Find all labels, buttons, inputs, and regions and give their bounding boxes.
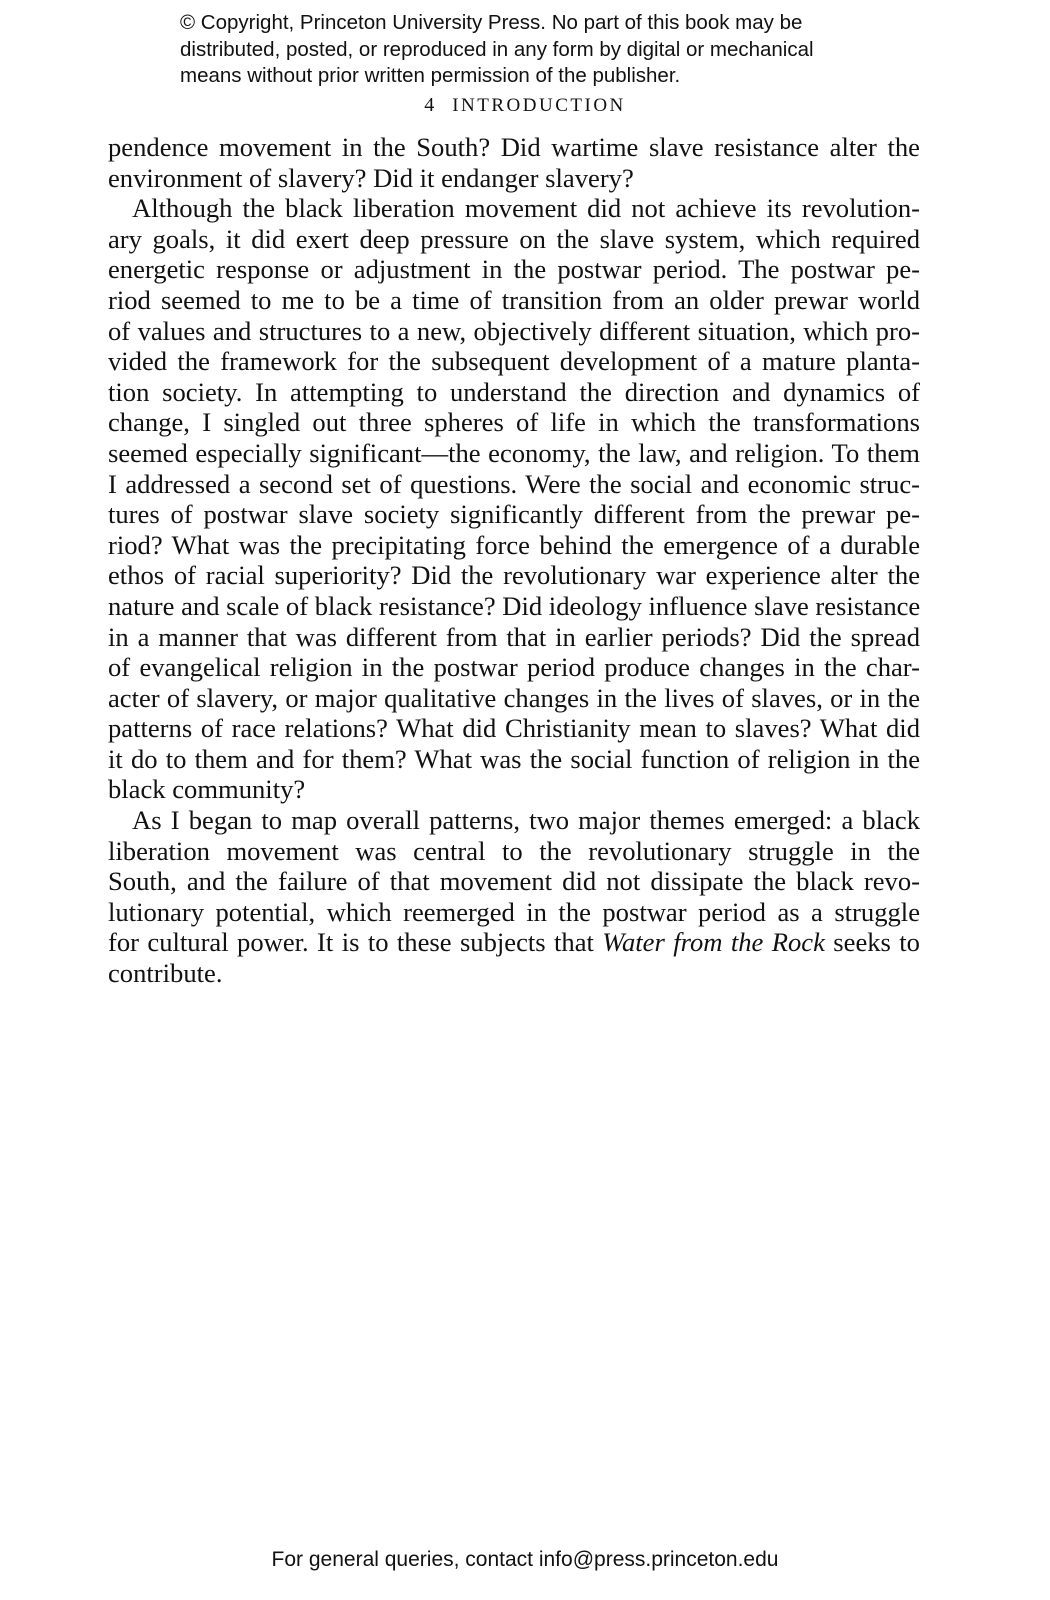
running-head [0, 94, 1050, 117]
text-line: tion society. In attempting to understand the direction and dynamics of [108, 376, 920, 407]
copyright-line: distributed, posted, or reproduced in any form by digital or mechanical [180, 37, 814, 61]
text-line: in a manner that was different from that in earlier periods? Did the spread [108, 621, 920, 652]
text-line: lutionary potential, which reemerged in the postwar period as a struggle [108, 896, 920, 927]
copyright-notice [180, 10, 900, 90]
text-line: ethos of racial superiority? Did the revolutionary war experience alter the [108, 560, 920, 591]
section-title: INTRODUCTION [452, 95, 626, 116]
text-line: riod? What was the precipitating force behind the emergence of a durable [108, 529, 920, 560]
copyright-line: © Copyright, Princeton University Press. No part of this book may be [180, 11, 803, 34]
text-line: black community? [108, 774, 306, 805]
text-line: liberation movement was central to the revolutionary struggle in the [108, 835, 920, 866]
paragraph [108, 132, 920, 193]
text-line: it do to them and for them? What was the social function of religion in the [108, 743, 920, 774]
text-fragment: for cultural power. It is to these subjects that [108, 927, 603, 958]
text-line: ary goals, it did exert deep pressure on the slave system, which required [108, 223, 920, 254]
text-fragment: seeks to [824, 927, 920, 958]
text-line: patterns of race relations? What did Christianity mean to slaves? What did [108, 713, 920, 744]
text-line: I addressed a second set of questions. Were the social and economic struc- [108, 468, 920, 499]
body-text [108, 132, 920, 989]
text-line: of values and structures to a new, objectively different situation, which pro- [108, 315, 920, 346]
text-line: tures of postwar slave society significantly different from the prewar pe- [108, 499, 920, 530]
text-line: of evangelical religion in the postwar period produce changes in the char- [108, 652, 920, 683]
book-title: Water from the Rock [602, 927, 825, 958]
text-line: Although the black liberation movement did not achieve its revolution- [132, 193, 920, 224]
text-line: South, and the failure of that movement did not dissipate the black revo- [108, 866, 920, 897]
text-line: environment of slavery? Did it endanger slavery? [108, 162, 634, 193]
copyright-line: means without prior written permission of the publisher. [180, 64, 681, 87]
text-line: vided the framework for the subsequent development of a mature planta- [108, 346, 920, 377]
text-line: change, I singled out three spheres of life in which the transformations [108, 407, 920, 438]
text-line: contribute. [108, 958, 223, 989]
text-line: seemed especially significant—the economy, the law, and religion. To them [108, 437, 920, 468]
text-line: energetic response or adjustment in the postwar period. The postwar pe- [108, 254, 920, 285]
paragraph [108, 805, 920, 989]
text-line: riod seemed to me to be a time of transition from an older prewar world [108, 284, 920, 315]
text-line: pendence movement in the South? Did wartime slave resistance alter the [108, 132, 920, 162]
text-line [108, 927, 920, 958]
footer-contact: For general queries, contact info@press.princeton.edu [271, 1548, 779, 1571]
paragraph [108, 193, 920, 805]
text-line: As I began to map overall patterns, two major themes emerged: a black [132, 805, 920, 836]
text-line: acter of slavery, or major qualitative changes in the lives of slaves, or in the [108, 682, 920, 713]
text-line: nature and scale of black resistance? Did ideology influence slave resistance [108, 590, 921, 621]
page-number: 4 [424, 94, 435, 116]
